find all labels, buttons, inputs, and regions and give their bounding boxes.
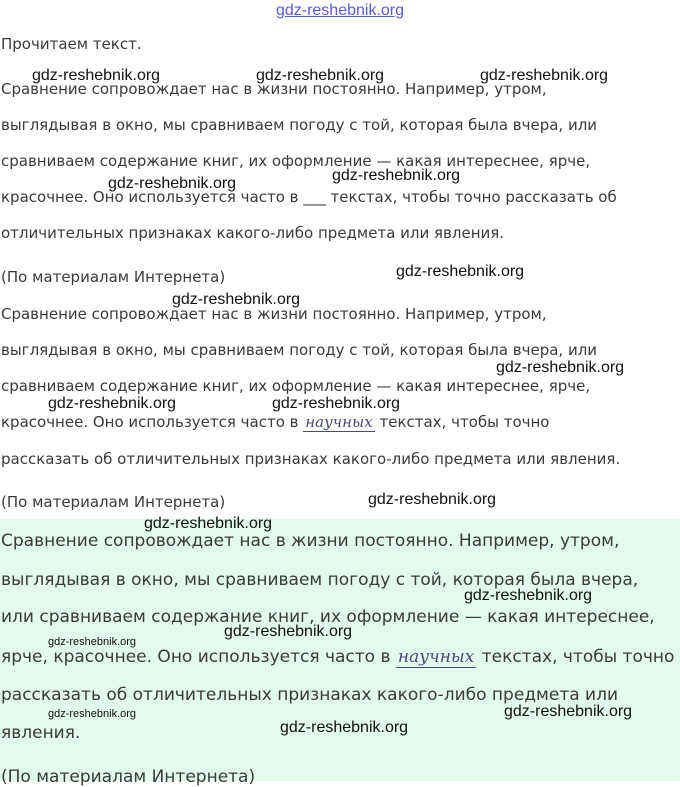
watermark: gdz-reshebnik.org — [368, 491, 497, 508]
block2-line-4 — [1, 413, 550, 431]
block3-line-1: Сравнение сопровождает нас в жизни постоянно. Например, утром, — [1, 531, 620, 551]
block3-line-3: или сравниваем содержание книг, их оформление — какая интереснее, — [1, 607, 655, 627]
site-link[interactable]: gdz-reshebnik.org — [275, 2, 405, 19]
watermark: gdz-reshebnik.org — [224, 623, 353, 640]
block2-line-1: Сравнение сопровождает нас в жизни постоянно. Например, утром, — [1, 305, 547, 323]
block3-line-5: рассказать об отличительных признаках какого-либо предмета или — [1, 685, 619, 705]
block2-line-2: выглядывая в окно, мы сравниваем погоду с той, которая была вчера, или — [1, 341, 598, 359]
handwritten-answer: научных — [397, 647, 475, 667]
block3-line-4-start: ярче, красочнее. Оно используется часто в — [1, 647, 396, 667]
watermark: gdz-reshebnik.org — [108, 175, 237, 192]
block1-line-2: выглядывая в окно, мы сравниваем погоду с той, которая была вчера, или — [1, 116, 598, 134]
watermark: gdz-reshebnik.org — [280, 719, 409, 736]
watermark: gdz-reshebnik.org — [464, 587, 593, 604]
watermark: gdz-reshebnik.org — [172, 291, 301, 308]
block1-line-1: Сравнение сопровождает нас в жизни постоянно. Например, утром, — [1, 80, 547, 98]
block1-line-3: сравниваем содержание книг, их оформление — какая интереснее, ярче, — [1, 152, 591, 170]
block3-line-4 — [1, 647, 674, 667]
block3-source: (По материалам Интернета) — [1, 767, 256, 787]
watermark: gdz-reshebnik.org — [496, 359, 625, 376]
watermark: gdz-reshebnik.org — [48, 636, 137, 648]
block2-line-3: сравниваем содержание книг, их оформление — какая интереснее, ярче, — [1, 377, 591, 395]
block1-source: (По материалам Интернета) — [1, 268, 226, 286]
watermark: gdz-reshebnik.org — [256, 67, 385, 84]
block1-line-5: отличительных признаках какого-либо предмета или явления. — [1, 224, 505, 242]
block1-line-4: красочнее. Оно используется часто в ___ текстах, чтобы точно рассказать об — [1, 188, 617, 206]
watermark: gdz-reshebnik.org — [396, 263, 525, 280]
watermark: gdz-reshebnik.org — [272, 395, 401, 412]
block2-line-4-end: текстах, чтобы точно — [374, 413, 550, 431]
intro-text: Прочитаем текст. — [1, 35, 142, 53]
watermark: gdz-reshebnik.org — [332, 167, 461, 184]
watermark: gdz-reshebnik.org — [48, 395, 177, 412]
watermark: gdz-reshebnik.org — [504, 703, 633, 720]
block2-line-5: рассказать об отличительных признаках какого-либо предмета или явления. — [1, 450, 621, 468]
watermark: gdz-reshebnik.org — [48, 708, 137, 720]
block2-line-4-start: красочнее. Оно используется часто в — [1, 413, 304, 431]
block3-line-6: явления. — [1, 723, 81, 743]
watermark: gdz-reshebnik.org — [144, 515, 273, 532]
block3-line-2: выглядывая в окно, мы сравниваем погоду с той, которая была вчера, — [1, 570, 639, 590]
watermark: gdz-reshebnik.org — [32, 67, 161, 84]
watermark: gdz-reshebnik.org — [480, 67, 609, 84]
handwritten-answer: научных — [305, 413, 373, 431]
block3-line-4-end: текстах, чтобы точно — [476, 647, 675, 667]
block2-source: (По материалам Интернета) — [1, 493, 226, 511]
